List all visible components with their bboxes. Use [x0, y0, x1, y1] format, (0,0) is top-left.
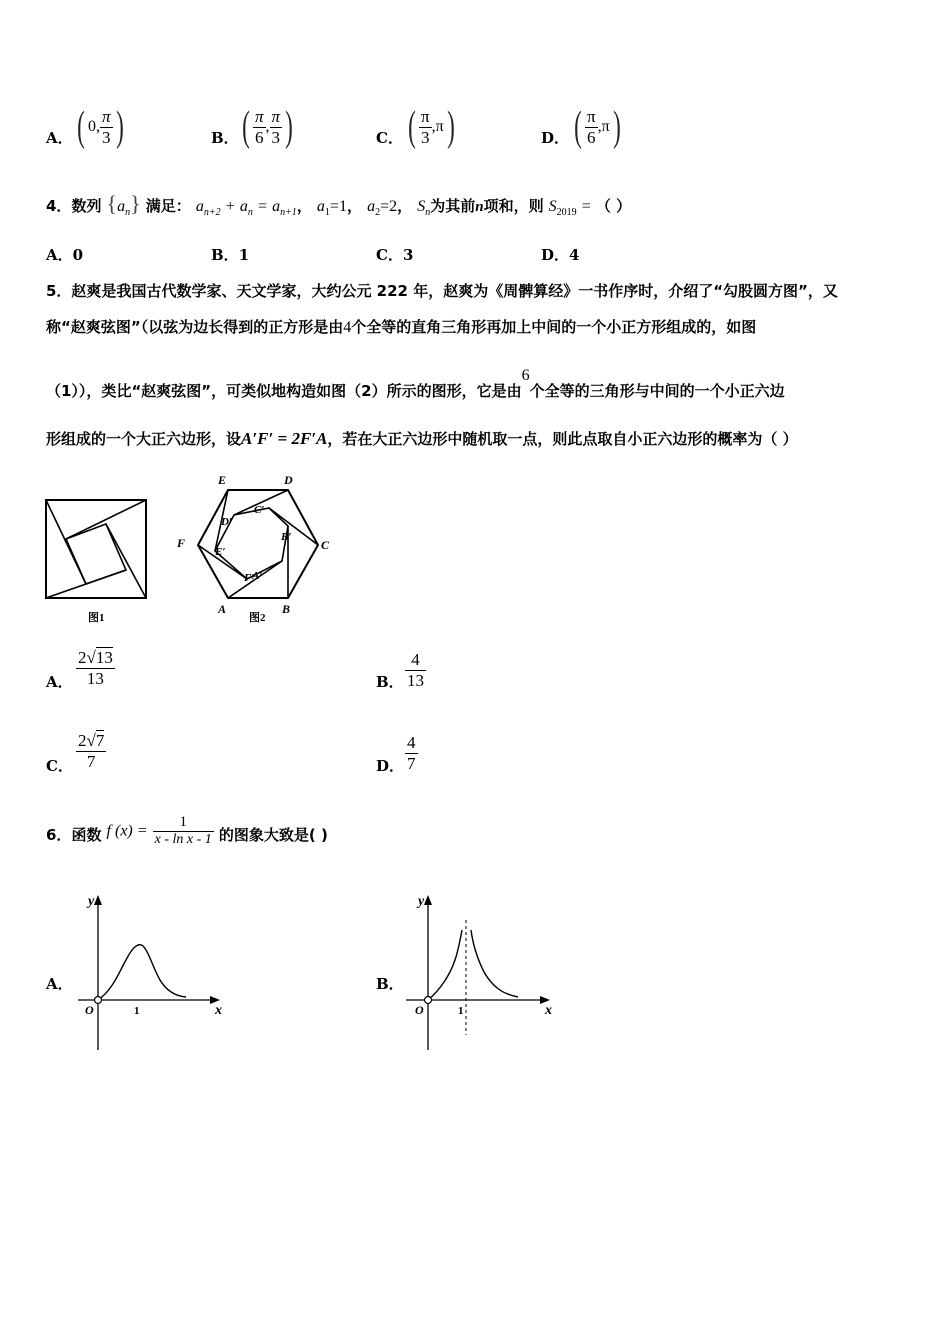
q6-graph-b	[398, 890, 563, 1055]
graph-b-origin: O	[415, 1003, 424, 1017]
fig1-caption: 图1	[88, 612, 105, 624]
fig1-outer-square	[46, 500, 146, 598]
q5-line-3: （1）），类比“赵爽弦图”，可类似地构造如图（2）所示的图形，它是由6个全等的三角形与中间的一个小正六边	[46, 367, 785, 400]
fig2-label-e-prime: E′	[215, 546, 226, 558]
fig2-label-b: B	[282, 602, 291, 616]
graph-a-x-label: x	[215, 1003, 222, 1018]
q3-option-d-label[interactable]: D．	[541, 129, 570, 147]
graph-b-curve-left	[428, 930, 462, 1000]
q6-option-b-label[interactable]: B．	[376, 975, 404, 993]
graph-a-tick: 1	[134, 1005, 140, 1017]
graph-b-curve-right	[471, 930, 518, 997]
graph-a-curve	[98, 945, 186, 1000]
q5-option-b-value: $\frac{4}{13}$	[407, 650, 424, 690]
fig2-label-d-prime: D′	[221, 516, 233, 528]
q5-option-d-label[interactable]: D．	[376, 757, 405, 775]
q6-graph-a	[68, 890, 233, 1055]
fig2-label-c-prime: C′	[254, 504, 265, 516]
q5-option-a-value: $\frac{2√13}{13}$	[78, 648, 113, 688]
q3-option-c-label[interactable]: C．	[376, 129, 403, 147]
q5-line-1: 5．赵爽是我国古代数学家、天文学家，大约公元 222 年，赵爽为《周髀算经》一书作序时，介绍了“勾股圆方图”，又	[46, 282, 838, 300]
q4-option-b[interactable]: B．1	[211, 246, 250, 264]
q3-option-b-label[interactable]: B．	[211, 129, 239, 147]
fig2-label-f: F	[177, 536, 186, 550]
q4-question: 4．数列 $\{a_n\}$ 满足： $a_{n+2} + a_n = a_{n+1}$， $a_1=1$， $a_2=2$， $S_n$为其前n项和，则 $S_{2019}$ = （ ）	[46, 191, 632, 219]
q4-option-c[interactable]: C．3	[376, 246, 414, 264]
q5-option-b-label[interactable]: B．	[376, 673, 404, 691]
fig2-label-f-prime: F′	[244, 572, 255, 584]
fig2-caption: 图2	[249, 612, 266, 624]
graph-a-y-label: y	[88, 894, 95, 909]
q3-option-b-value: ( $\frac{\pi}{6}$ , $\frac{\pi}{3}$ )	[242, 104, 293, 150]
fig1-inner-square	[66, 524, 126, 584]
fig2-label-a-prime: A′	[252, 570, 263, 582]
q6-option-a-label[interactable]: A．	[46, 975, 73, 993]
q6-question: 6．函数 f (x) = $\frac{1}{\text{x - ln x - 1}}$ 的图象大致是( )	[46, 814, 328, 847]
q5-option-c-label[interactable]: C．	[46, 757, 73, 775]
q5-option-c-value: $\frac{2√7}{7}$	[78, 731, 105, 771]
graph-b-tick: 1	[458, 1005, 464, 1017]
q5-option-d-value: $\frac{4}{7}$	[407, 733, 416, 773]
fig2-label-a: A	[218, 602, 227, 616]
q4-option-d[interactable]: D．4	[541, 246, 580, 264]
fig2-label-e: E	[218, 473, 227, 487]
fig2-label-c: C	[321, 538, 330, 552]
q5-line-2: 称“赵爽弦图”（以弦为边长得到的正方形是由4个全等的直角三角形再加上中间的一个小正方形组成的，如图	[46, 318, 757, 336]
fig2-label-b-prime: B′	[281, 531, 292, 543]
figure-1-zhao-shuang-diagram	[40, 494, 155, 629]
q3-option-a-label[interactable]: A．	[46, 129, 73, 147]
q5-option-a-label[interactable]: A．	[46, 673, 73, 691]
q3-option-a-value: ( 0, $\frac{\pi}{3}$ )	[77, 104, 124, 150]
q3-option-c-value: ( $\frac{\pi}{3}$ ,π)	[408, 104, 455, 150]
graph-a-origin: O	[85, 1003, 94, 1017]
graph-b-x-label: x	[545, 1003, 552, 1018]
q5-line-4: 形组成的一个大正六边形，设A′F′ = 2F′A，若在大正六边形中随机取一点，则此点取自小正六边形的概率为（ ）	[46, 429, 798, 448]
fig2-label-d: D	[284, 473, 293, 487]
figure-2-hexagon-diagram	[170, 466, 340, 628]
q4-option-a[interactable]: A．0	[46, 246, 84, 264]
graph-b-y-label: y	[418, 894, 425, 909]
q3-option-d-value: ( $\frac{\pi}{6}$ ,π)	[574, 104, 621, 150]
